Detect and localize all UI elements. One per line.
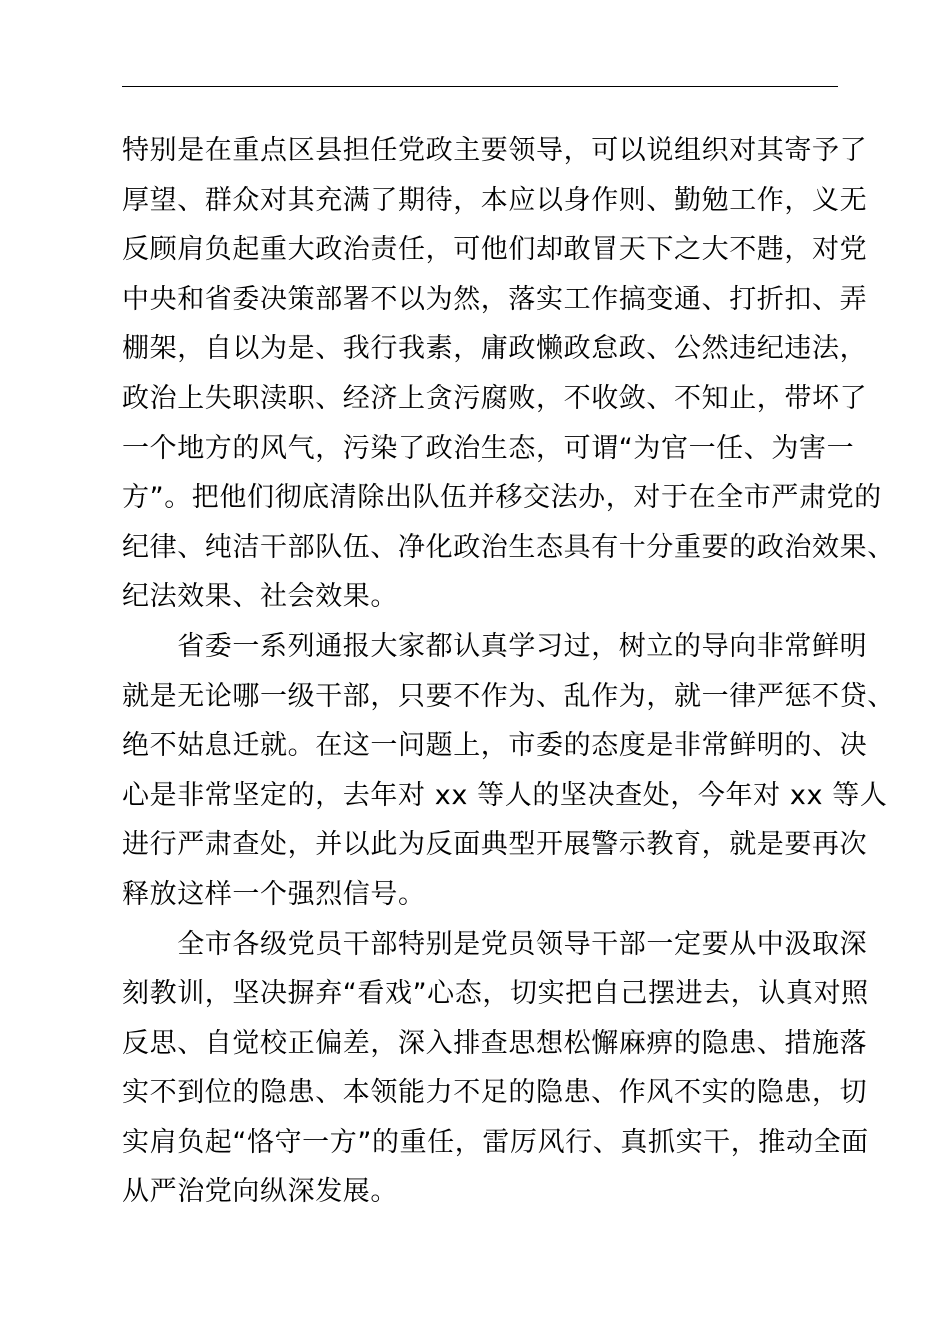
text-line: 纪律、纯洁干部队伍、净化政治生态具有十分重要的政治效果、 xyxy=(122,531,895,563)
header-rule xyxy=(122,86,838,87)
text-line: 实肩负起“恪守一方”的重任，雷厉风行、真抓实干，推动全面 xyxy=(122,1126,869,1158)
text-line: 从严治党向纵深发展。 xyxy=(122,1176,398,1208)
text-line: 方”。把他们彻底清除出队伍并移交法办，对于在全市严肃党的 xyxy=(122,482,882,514)
text-line: 进行严肃查处，并以此为反面典型开展警示教育，就是要再次 xyxy=(122,829,868,861)
text-line: 心是非常坚定的，去年对 xx 等人的坚决查处，今年对 xx 等人 xyxy=(122,779,888,811)
text-line: 特别是在重点区县担任党政主要领导，可以说组织对其寄予了 xyxy=(122,135,868,166)
text-line: 绝不姑息迁就。在这一问题上，市委的态度是非常鲜明的、决 xyxy=(122,730,868,762)
text-line: 纪法效果、社会效果。 xyxy=(122,581,398,613)
text-line: 中央和省委决策部署不以为然，落实工作搞变通、打折扣、弄 xyxy=(122,283,868,315)
text-line: 刻教训，坚决摒弃“看戏”心态，切实把自己摆进去，认真对照 xyxy=(122,978,869,1010)
text-line: 一个地方的风气，污染了政治生态，可谓“为官一任、为害一 xyxy=(122,432,855,464)
text-line: 全市各级党员干部特别是党员领导干部一定要从中汲取深 xyxy=(122,928,868,960)
text-line: 政治上失职渎职、经济上贪污腐败，不收敛、不知止，带坏了 xyxy=(122,382,868,414)
text-line: 反思、自觉校正偏差，深入排查思想松懈麻痹的隐患、措施落 xyxy=(122,1027,868,1059)
text-line: 反顾肩负起重大政治责任，可他们却敢冒天下之大不韪，对党 xyxy=(122,234,868,266)
text-line: 棚架，自以为是、我行我素，庸政懒政怠政、公然违纪违法， xyxy=(122,333,868,365)
text-line: 释放这样一个强烈信号。 xyxy=(122,878,426,910)
text-line: 实不到位的隐患、本领能力不足的隐患、作风不实的隐患，切 xyxy=(122,1077,868,1109)
text-line: 就是无论哪一级干部，只要不作为、乱作为，就一律严惩不贷、 xyxy=(122,680,895,712)
body-text xyxy=(122,126,895,1217)
text-line: 厚望、群众对其充满了期待，本应以身作则、勤勉工作，义无 xyxy=(122,184,868,216)
text-line: 省委一系列通报大家都认真学习过，树立的导向非常鲜明 xyxy=(122,630,868,662)
